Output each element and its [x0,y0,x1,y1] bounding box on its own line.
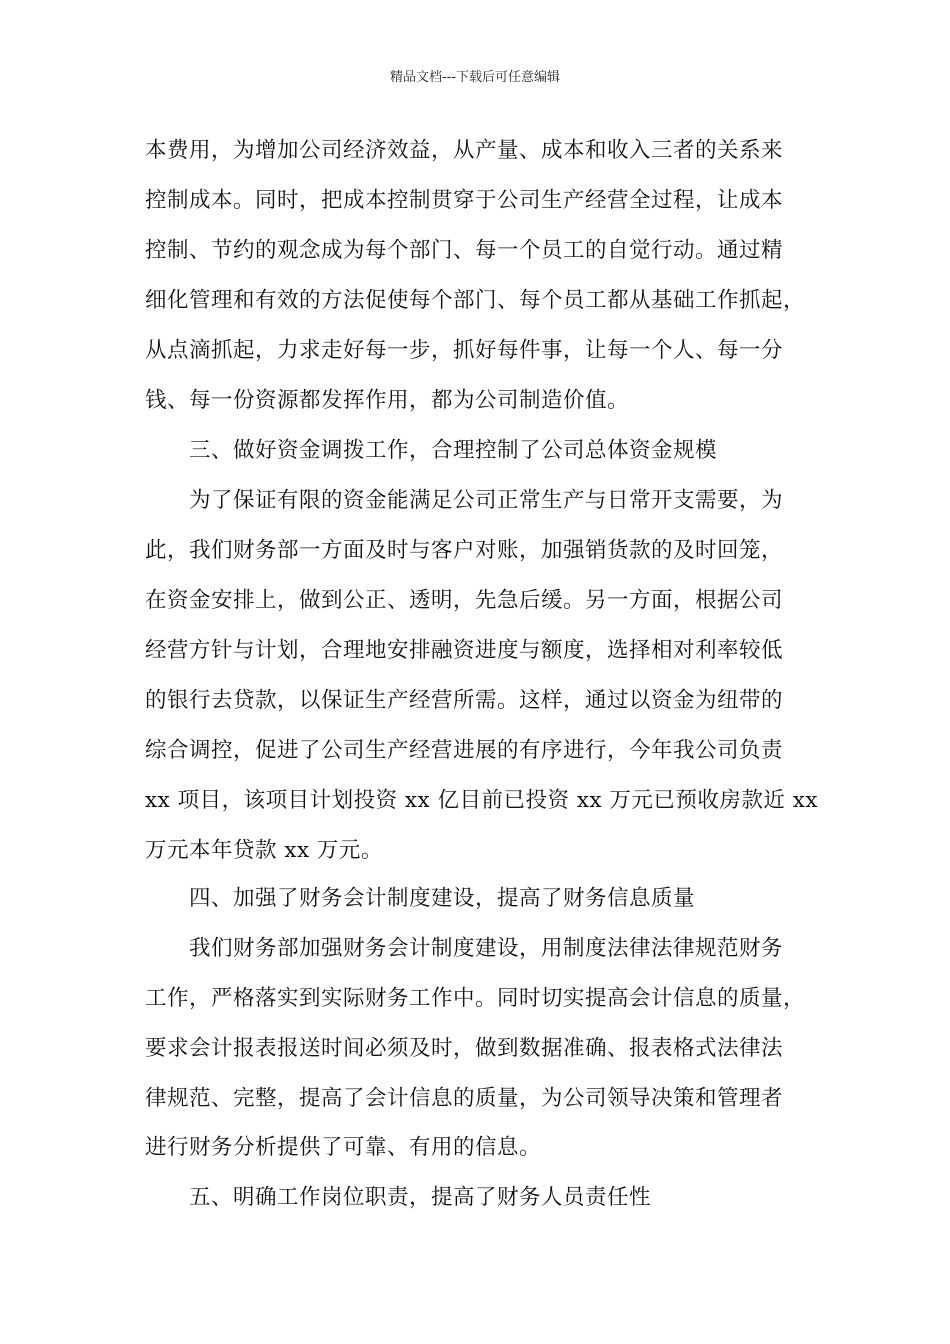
body-line: 细化管理和有效的方法促使每个部门、每个员工都从基础工作抓起， [145,288,806,313]
body-line: 工作，严格落实到实际财务工作中。同时切实提高会计信息的质量， [145,986,806,1011]
body-line: 钱、每一份资源都发挥作用，都为公司制造价值。 [145,388,630,413]
body-line: 进行财务分析提供了可靠、有用的信息。 [145,1135,542,1160]
body-line: 控制、节约的观念成为每个部门、每一个员工的自觉行动。通过精 [145,238,784,263]
body-line: 经营方针与计划，合理地安排融资进度与额度，选择相对利率较低 [145,638,784,663]
body-line: 从点滴抓起，力求走好每一步，抓好每件事，让每一个人、每一分 [145,338,784,363]
body-line: 要求会计报表报送时间必须及时，做到数据准确、报表格式法律法 [145,1036,784,1061]
body-line: 控制成本。同时，把成本控制贯穿于公司生产经营全过程，让成本 [145,188,784,213]
body-line: 律规范、完整，提高了会计信息的质量，为公司领导决策和管理者 [145,1086,784,1111]
body-line: xx 项目，该项目计划投资 xx 亿目前已投资 xx 万元已预收房款近 xx [145,788,819,813]
body-line: 的银行去贷款，以保证生产经营所需。这样，通过以资金为纽带的 [145,688,784,713]
body-line: 我们财务部加强财务会计制度建设，用制度法律法律规范财务 [189,936,784,961]
page-header: 精品文档---下载后可任意编辑 [389,70,561,85]
body-line: 万元本年贷款 xx 万元。 [145,838,383,863]
body-line: 本费用，为增加公司经济效益，从产量、成本和收入三者的关系来 [145,138,784,163]
section-heading: 五、明确工作岗位职责，提高了财务人员责任性 [189,1185,652,1210]
body-line: 此，我们财务部一方面及时与客户对账，加强销货款的及时回笼， [145,538,784,563]
body-line: 为了保证有限的资金能满足公司正常生产与日常开支需要，为 [189,488,784,513]
section-heading: 三、做好资金调拨工作，合理控制了公司总体资金规模 [189,438,718,463]
body-line: 综合调控，促进了公司生产经营进展的有序进行，今年我公司负责 [145,738,784,763]
body-line: 在资金安排上，做到公正、透明，先急后缓。另一方面，根据公司 [145,588,784,613]
section-heading: 四、加强了财务会计制度建设，提高了财务信息质量 [189,886,696,911]
